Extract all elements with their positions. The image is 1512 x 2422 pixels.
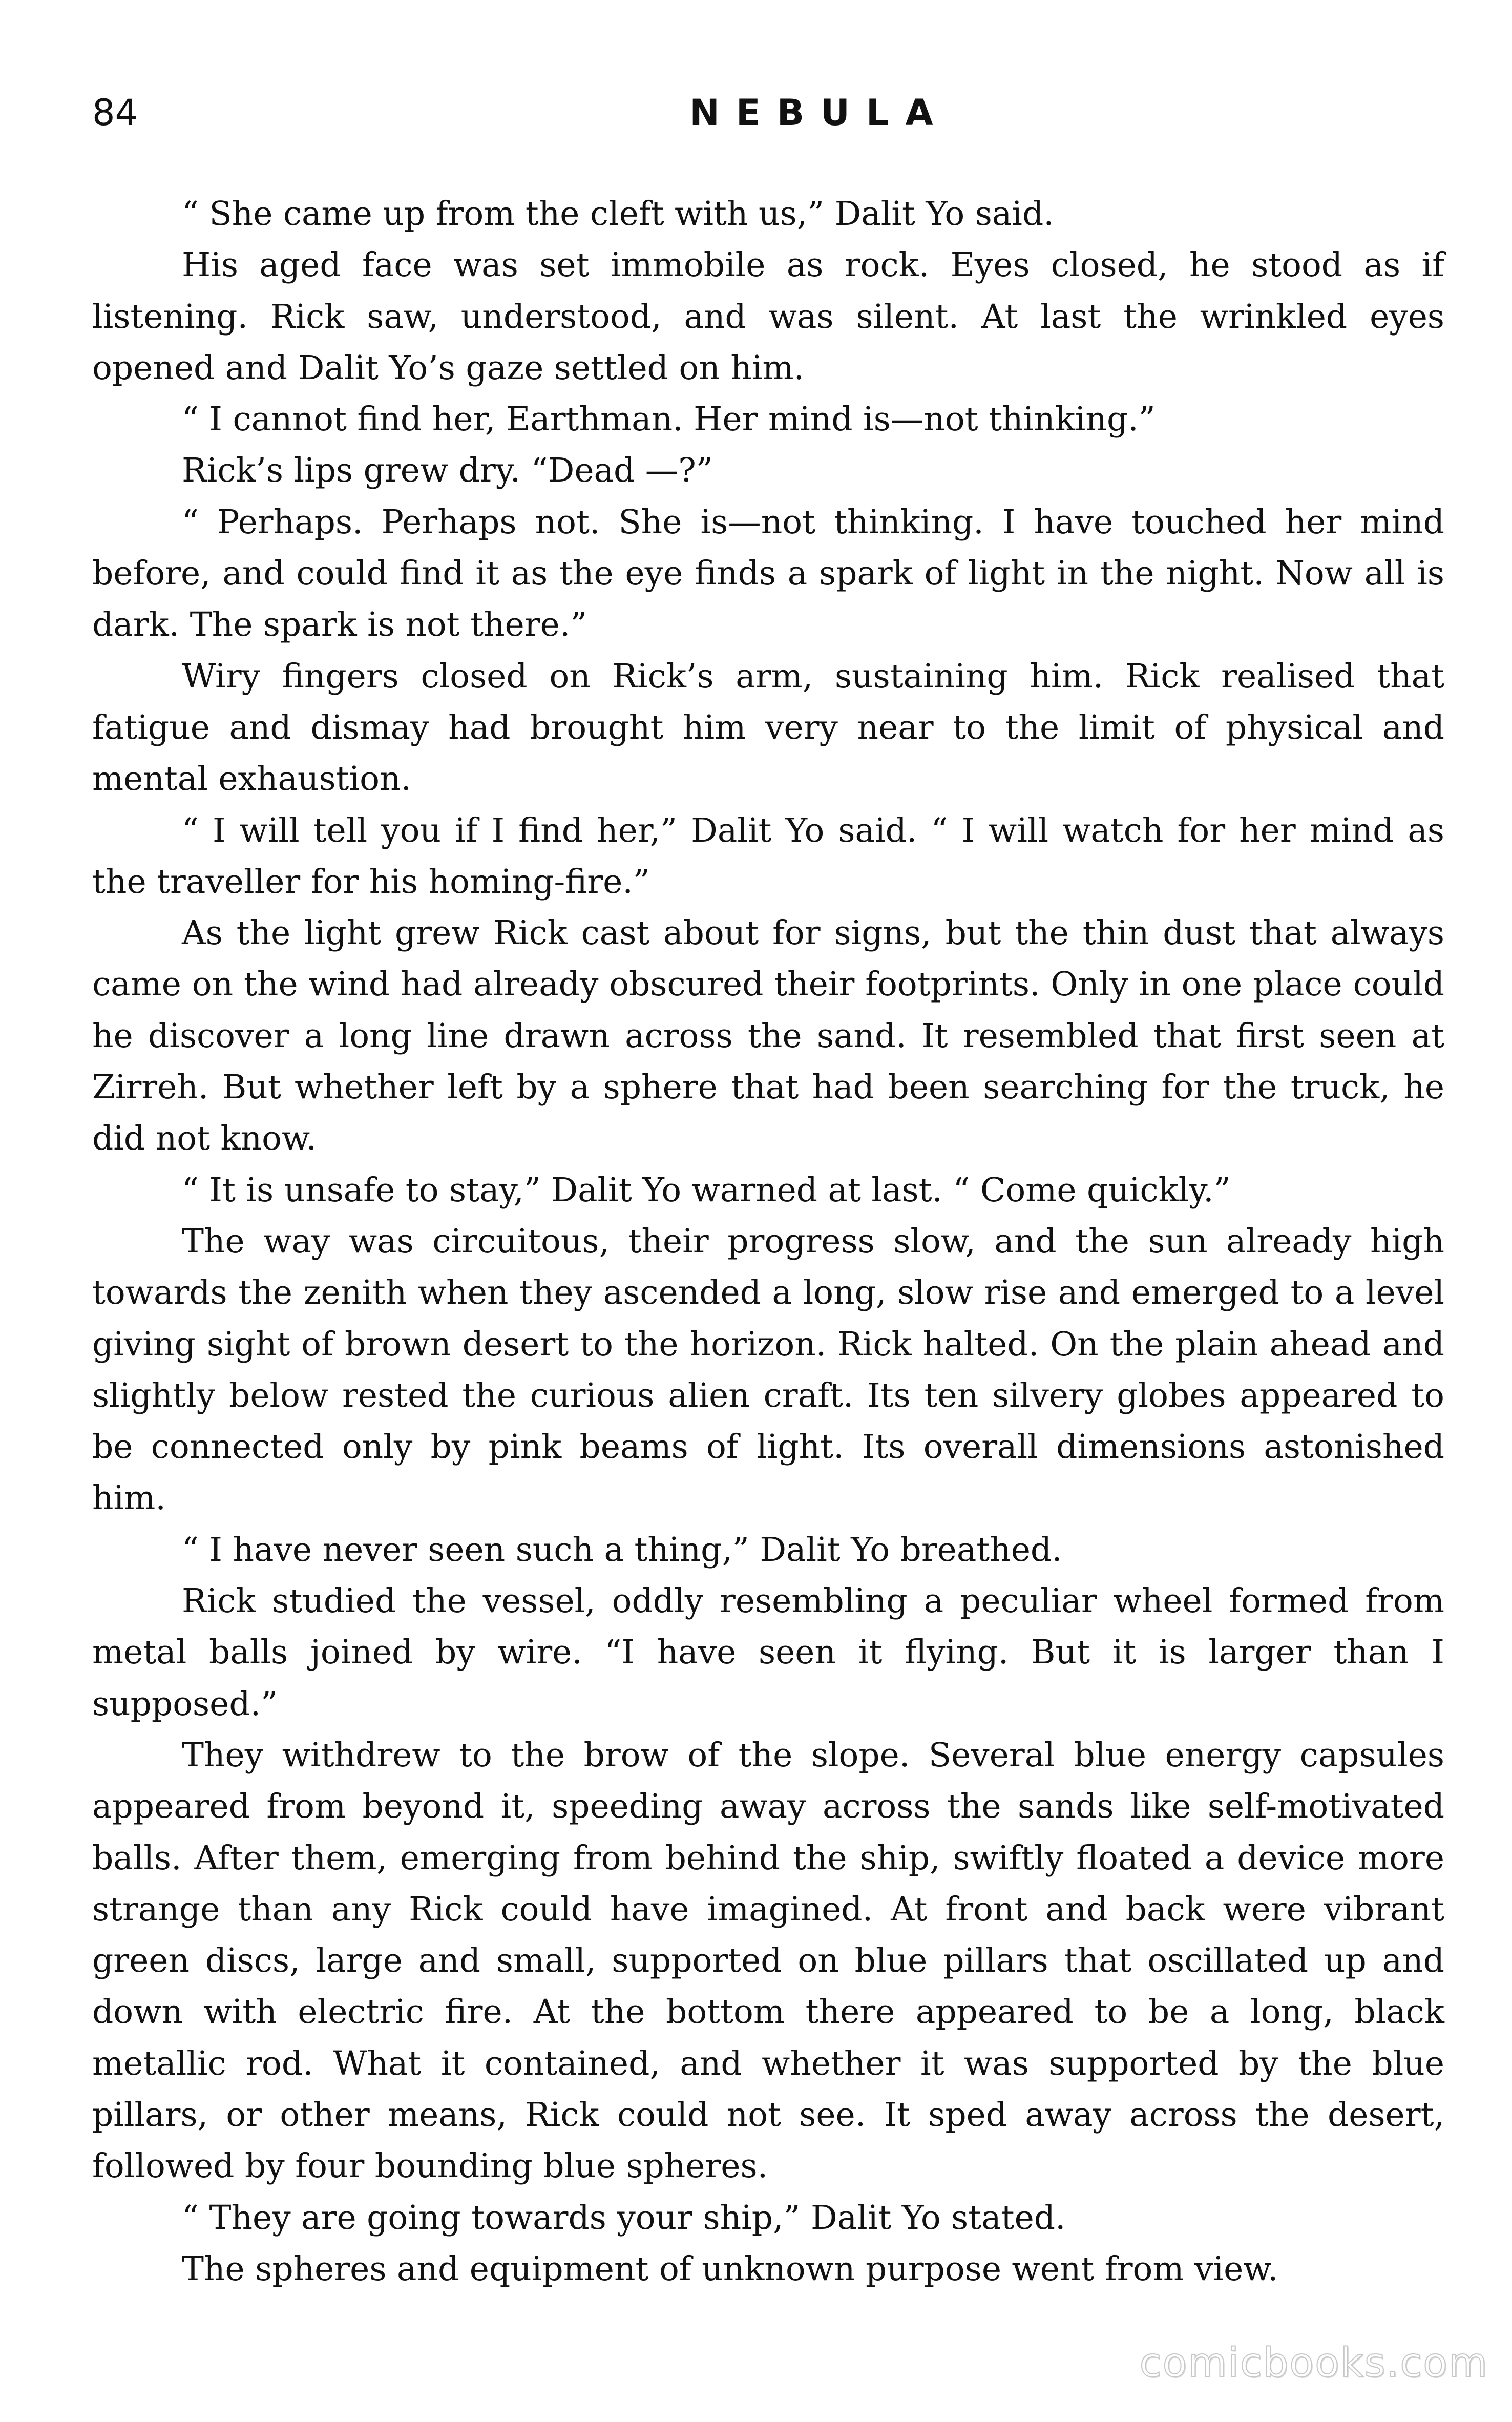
paragraph: Rick studied the vessel, oddly resembling a peculiar wheel formed from metal balls joined by wire. “I have seen it flying. But it is larger than I supposed.”	[92, 1582, 1444, 1723]
page-number: 84	[92, 92, 138, 134]
paragraph: “ It is unsafe to stay,” Dalit Yo warned at last. “ Come quickly.”	[182, 1171, 1231, 1209]
running-head: NEBULA	[689, 92, 950, 134]
paragraph: “ I have never seen such a thing,” Dalit Yo breathed.	[182, 1530, 1062, 1569]
watermark: comicbooks.com	[1139, 2340, 1488, 2386]
paragraph: The way was circuitous, their progress slow, and the sun already high towards the zenith when they ascended a long, slow rise and emerged to a level giving sight of brown desert to the horizon. Rick halted. On the plain ahead and slightly below rested the curious alien craft. Its ten silvery globes appeared to be connected only by pink beams of light. Its overall dimensions astonished him.	[92, 1222, 1444, 1518]
paragraph: Wiry fingers closed on Rick’s arm, sustaining him. Rick realised that fatigue and dismay had brought him very near to the limit of physical and mental exhaustion.	[92, 657, 1444, 799]
body-text	[92, 189, 1444, 2295]
paragraph: Rick’s lips grew dry. “Dead —?”	[182, 451, 713, 490]
page-header	[92, 82, 1450, 143]
paragraph: “ She came up from the cleft with us,” Dalit Yo said.	[182, 195, 1054, 233]
paragraph: “ I will tell you if I find her,” Dalit Yo said. “ I will watch for her mind as the traveller for his homing-fire.”	[92, 811, 1444, 901]
paragraph: The spheres and equipment of unknown purpose went from view.	[182, 2249, 1278, 2288]
paragraph: They withdrew to the brow of the slope. Several blue energy capsules appeared from beyond it, speeding away across the sands like self-motivated balls. After them, emerging from behind the ship, swiftly floated a device more strange than any Rick could have imagined. At front and back were vibrant green discs, large and small, supported on blue pillars that oscillated up and down with electric fire. At the bottom there appeared to be a long, black metallic rod. What it contained, and whether it was supported by the blue pillars, or other means, Rick could not see. It sped away across the desert, followed by four bounding blue spheres.	[92, 1736, 1444, 2186]
paragraph: “ I cannot find her, Earthman. Her mind is—not thinking.”	[182, 400, 1156, 439]
paragraph: “ They are going towards your ship,” Dalit Yo stated.	[182, 2198, 1066, 2237]
paragraph: “ Perhaps. Perhaps not. She is—not thinking. I have touched her mind before, and could find it as the eye finds a spark of light in the night. Now all is dark. The spark is not there.”	[92, 503, 1444, 644]
paragraph: As the light grew Rick cast about for signs, but the thin dust that always came on the wind had already obscured their footprints. Only in one place could he discover a long line drawn across the sand. It resembled that first seen at Zirreh. But whether left by a sphere that had been searching for the truck, he did not know.	[92, 914, 1444, 1158]
paragraph: His aged face was set immobile as rock. Eyes closed, he stood as if listening. Rick saw, understood, and was silent. At last the wrinkled eyes opened and Dalit Yo’s gaze settled on him.	[92, 246, 1444, 387]
